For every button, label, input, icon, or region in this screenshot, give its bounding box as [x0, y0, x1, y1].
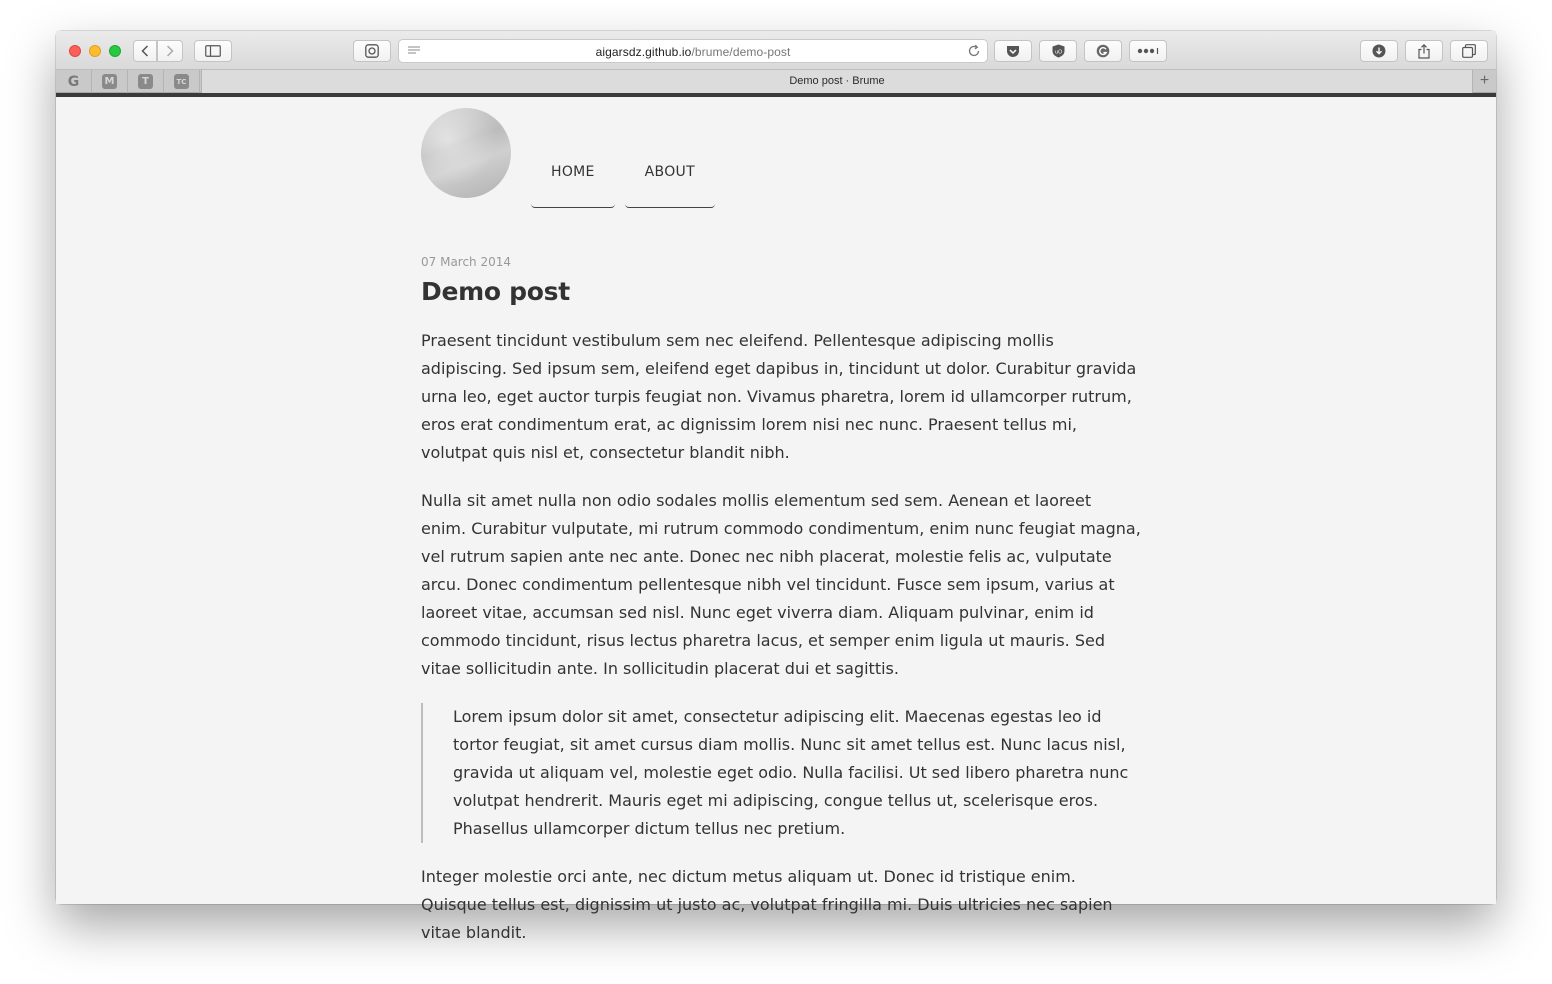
avatar[interactable] [421, 108, 511, 198]
post-paragraph: Integer molestie orci ante, nec dictum metus aliquam ut. Donec id tristique enim. Quisque tellus est, dignissim ut justo ac, volutpat fringilla mi. Duis ultricies nec sapien vitae blandit. [421, 867, 1113, 942]
grammarly-button[interactable] [1084, 40, 1122, 62]
post-blockquote: Lorem ipsum dolor sit amet, consectetur adipiscing elit. Maecenas egestas leo id tortor feugiat, sit amet cursus diam mollis. Nunc sit amet tellus est. Nunc lacus nisl, gravida ut aliquam vel, molestie eget odio. Nulla facilisi. Ut sed libero pharetra nunc volutpat hendrerit. Mauris eget mi adipiscing, congue tellus ut, scelerisque eros. Phasellus ullamcorper dictum tellus nec pretium. [421, 703, 1141, 843]
sidebar-icon [205, 45, 221, 57]
more-dots-icon [1137, 48, 1159, 54]
grammarly-icon [1096, 44, 1110, 58]
minimize-window-button[interactable] [89, 45, 101, 57]
post-title: Demo post [421, 277, 570, 306]
chevron-left-icon [141, 45, 149, 57]
google-icon: G [67, 73, 80, 90]
tab-title: Demo post · Brume [789, 75, 885, 87]
download-icon [1372, 44, 1386, 58]
share-button[interactable] [1405, 40, 1443, 62]
t-icon: T [138, 74, 153, 89]
nav-home[interactable]: HOME [531, 157, 615, 208]
active-tab[interactable] [201, 70, 1473, 93]
forward-button[interactable] [157, 40, 183, 62]
shield-icon [1052, 44, 1065, 58]
more-extensions-button[interactable] [1129, 40, 1167, 62]
extension-button[interactable] [353, 40, 391, 62]
post-date: 07 March 2014 [421, 255, 512, 269]
browser-window [56, 31, 1496, 942]
gmail-icon: M [102, 74, 117, 89]
pocket-icon [1006, 45, 1020, 58]
tabs-icon [1462, 44, 1476, 58]
favorite-google[interactable] [56, 70, 92, 93]
favorite-t[interactable] [128, 70, 164, 93]
ublock-button[interactable] [1039, 40, 1077, 62]
pocket-button[interactable] [994, 40, 1032, 62]
address-bar[interactable] [398, 39, 988, 63]
url-path: /brume/demo-post [691, 45, 791, 59]
zoom-window-button[interactable] [109, 45, 121, 57]
close-window-button[interactable] [69, 45, 81, 57]
url-text [399, 45, 987, 59]
post-paragraph: Praesent tincidunt vestibulum sem nec eleifend. Pellentesque adipiscing mollis adipiscing. Sed ipsum sem, eleifend eget dapibus in, tincidunt ut dolor. Curabitur gravida urna leo, eget auctor turpis feugiat non. Vivamus pharetra, lorem id ullamcorper rutrum, eros erat condimentum erat, ac dignissim lorem nisi nec nunc. Praesent tellus mi, volutpat quis nisl et, consectetur blandit nibh. [421, 331, 1137, 462]
url-domain: aigarsdz.github.io [595, 45, 692, 59]
post-body [421, 327, 1141, 967]
sidebar-button[interactable] [194, 40, 232, 62]
new-tab-button[interactable] [1473, 70, 1496, 93]
site-nav [531, 157, 725, 208]
reload-icon[interactable] [967, 44, 981, 58]
share-icon [1418, 44, 1430, 59]
tab-bar [56, 70, 1496, 93]
svg-text:uO: uO [1054, 49, 1062, 56]
favorite-tc[interactable] [164, 70, 200, 93]
tc-icon: TC [174, 74, 189, 89]
downloads-button[interactable] [1360, 40, 1398, 62]
post-paragraph: Nulla sit amet nulla non odio sodales mollis elementum sed sem. Aenean et laoreet enim. Curabitur vulputate, mi rutrum commodo condimentum, enim nunc feugiat magna, vel rutrum sapien ante nec ante. Donec nec nibh placerat, molestie felis ac, vulputate arcu. Donec condimentum pellentesque nibh vel tincidunt. Fusce sem ipsum, varius at laoreet vitae, accumsan sed nisl. Nunc eget viverra diam. Aliquam pulvinar, enim id commodo tincidunt, risus lectus pharetra lacus, et semper enim ligula ut mauris. Sed vitae sollicitudin ante. In sollicitudin placerat dui et sagittis. [421, 491, 1141, 678]
tab-overview-button[interactable] [1450, 40, 1488, 62]
camera-icon [365, 44, 379, 58]
page-viewport [56, 97, 1496, 942]
back-button[interactable] [133, 40, 157, 62]
chevron-right-icon [166, 45, 174, 57]
plus-icon: + [1479, 72, 1490, 89]
nav-about[interactable]: ABOUT [625, 157, 715, 208]
browser-toolbar [56, 31, 1496, 70]
favorite-gmail[interactable] [92, 70, 128, 93]
